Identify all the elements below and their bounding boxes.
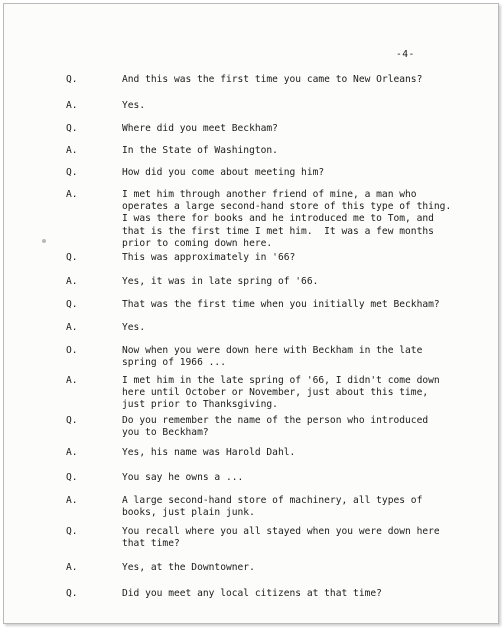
speech-text <box>122 415 462 439</box>
speaker-label: A. <box>66 322 78 333</box>
speech-line: operates a large second-hand store of this type of thing. <box>122 201 452 213</box>
speech-line: you to Beckham? <box>122 427 209 439</box>
speaker-label: A. <box>66 447 78 458</box>
speaker-label: A. <box>66 145 78 156</box>
speech-text <box>122 123 462 135</box>
speech-text <box>122 472 462 484</box>
speech-line: And this was the first time you came to New Orleans? <box>122 74 423 85</box>
speaker-label: Q. <box>66 472 78 483</box>
speech-text <box>122 145 462 157</box>
speaker-label: Q. <box>66 123 78 134</box>
speaker-label: Q. <box>66 299 78 310</box>
speech-line: Did you meet any local citizens at that time? <box>122 588 382 599</box>
speaker-label: A. <box>66 495 78 506</box>
speech-line: Yes, at the Downtowner. <box>122 562 255 573</box>
speech-text <box>122 526 462 550</box>
speech-line: Yes, it was in late spring of '66. <box>122 276 319 287</box>
speech-line: I met him through another friend of mine, a man who <box>122 189 417 200</box>
speech-line: This was approximately in '66? <box>122 252 296 263</box>
speech-line: I was there for books and he introduced me to Tom, and <box>122 213 434 225</box>
speech-line: prior to coming down here. <box>122 237 273 249</box>
scan-smudge <box>42 239 46 243</box>
speaker-label: Q. <box>66 526 78 537</box>
speech-text <box>122 495 462 519</box>
speech-text <box>122 375 462 412</box>
speech-line: Do you remember the name of the person who introduced <box>122 415 429 426</box>
speech-line: Yes. <box>122 322 146 333</box>
page-number: -4- <box>396 49 415 60</box>
speech-text <box>122 447 462 459</box>
speaker-label: Q. <box>66 74 78 85</box>
speech-line: I met him in the late spring of '66, I didn't come down <box>122 375 440 386</box>
transcript-page <box>4 4 498 623</box>
speech-text <box>122 562 462 574</box>
speech-text <box>122 322 462 334</box>
speaker-label: Q. <box>66 252 78 263</box>
speaker-label: Q. <box>66 588 78 599</box>
speech-line: that time? <box>122 538 180 550</box>
speech-text <box>122 252 462 264</box>
speaker-label: O. <box>66 345 78 356</box>
speaker-label: A. <box>66 562 78 573</box>
speaker-label: Q. <box>66 415 78 426</box>
speech-text <box>122 167 462 179</box>
speech-line: just prior to Thanksgiving. <box>122 399 278 411</box>
speaker-label: A. <box>66 375 78 386</box>
speech-line: here until October or November, just about this time, <box>122 387 429 399</box>
speech-line: Yes, his name was Harold Dahl. <box>122 447 296 458</box>
speech-line: That was the first time when you initially met Beckham? <box>122 299 440 310</box>
speech-text <box>122 276 462 288</box>
speech-text <box>122 100 462 112</box>
speech-line: that is the first time I met him. It was a few months <box>122 225 434 237</box>
speaker-label: A. <box>66 100 78 111</box>
speech-line: Where did you meet Beckham? <box>122 123 278 134</box>
speech-line: You recall where you all stayed when you were down here <box>122 526 440 537</box>
speech-text <box>122 189 462 250</box>
speech-line: In the State of Washington. <box>122 145 278 156</box>
speech-line: Now when you were down here with Beckham in the late <box>122 345 423 356</box>
speech-line: You say he owns a ... <box>122 472 244 483</box>
speaker-label: A. <box>66 276 78 287</box>
speech-line: A large second-hand store of machinery, all types of <box>122 495 423 506</box>
document-frame <box>3 3 499 624</box>
speech-line: How did you come about meeting him? <box>122 167 325 178</box>
speech-text <box>122 345 462 369</box>
speech-text <box>122 588 462 600</box>
speech-line: books, just plain junk. <box>122 507 255 519</box>
speaker-label: A. <box>66 189 78 200</box>
speaker-label: Q. <box>66 167 78 178</box>
speech-line: Yes. <box>122 100 146 111</box>
speech-text <box>122 74 462 86</box>
speech-text <box>122 299 462 311</box>
speech-line: spring of 1966 ... <box>122 357 226 369</box>
